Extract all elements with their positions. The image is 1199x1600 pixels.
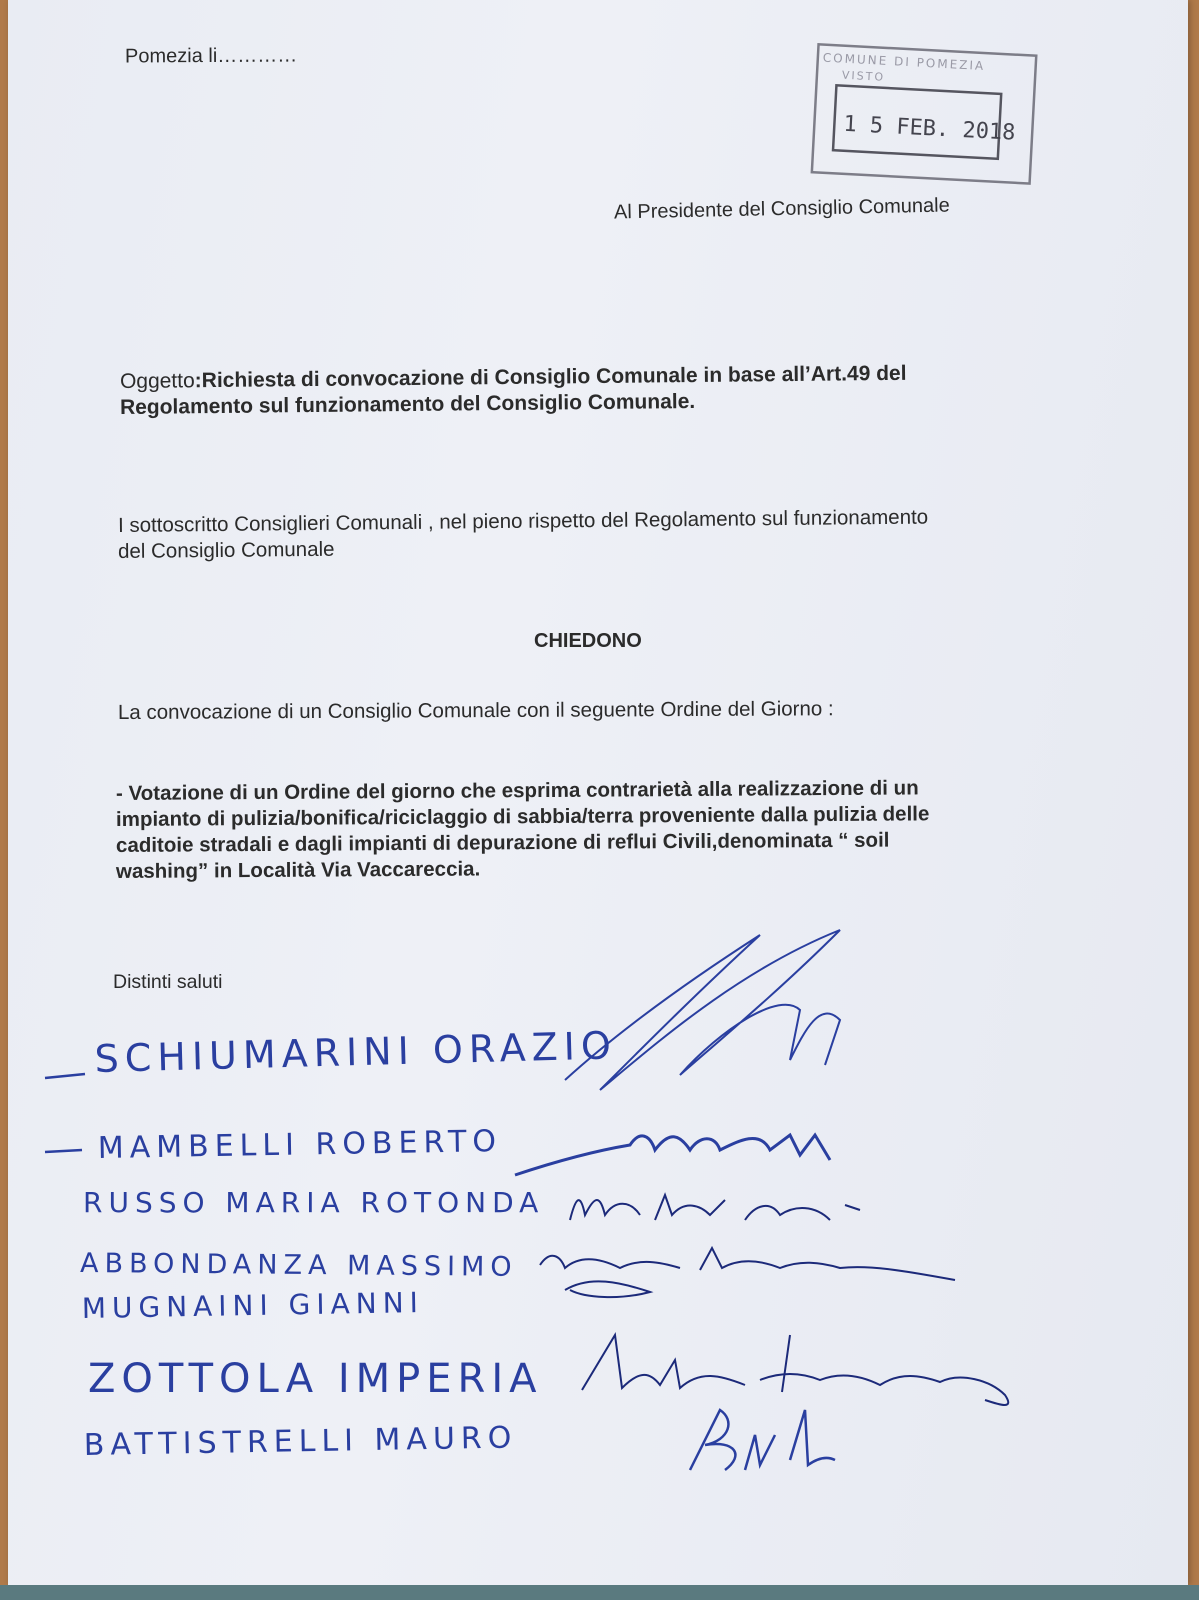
request-heading: CHIEDONO (534, 630, 642, 652)
stamp-visto: VISTO (841, 68, 886, 84)
signatory-name-6: ZOTTOLA IMPERIA (88, 1356, 543, 1402)
agenda-line-2: impianto di pulizia/bonifica/riciclaggio di sabbia/terra proveniente dalla pulizia delle (115, 802, 930, 831)
stamp-date: 1 5 FEB. 2018 (842, 111, 1017, 146)
signatory-name-5: MUGNAINI GIANNI (81, 1286, 425, 1325)
subject-title: :Richiesta di convocazione di Consiglio Comunale in base all’Art.49 del (194, 361, 907, 393)
intro-line-2: del Consiglio Comunale (117, 537, 335, 563)
subject-line-2: Regolamento sul funzionamento del Consiglio Comunale. (119, 389, 696, 419)
stamp-header: COMUNE DI POMEZIA (822, 50, 986, 74)
intro-line-1: I sottoscritto Consiglieri Comunali , nel pieno rispetto del Regolamento sul funzionamento (117, 505, 929, 537)
background-surface (0, 1585, 1199, 1600)
recipient: Al Presidente del Consiglio Comunale (613, 194, 950, 224)
place-date: Pomezia li………… (124, 44, 298, 68)
signatory-name-4: ABBONDANZA MASSIMO (79, 1248, 518, 1283)
closing-greeting: Distinti saluti (113, 971, 223, 993)
subject-label: Oggetto (119, 369, 195, 393)
signatory-name-3: RUSSO MARIA ROTONDA (83, 1186, 545, 1219)
signatory-name-2: MAMBELLI ROBERTO (97, 1123, 503, 1166)
received-stamp (806, 39, 1043, 191)
agenda-line-3: caditoie stradali e dagli impianti di depurazione di reflui Civili,denominata “ soil (115, 828, 890, 857)
convocation-text: La convocazione di un Consiglio Comunale con il seguente Ordine del Giorno : (117, 697, 834, 724)
agenda-line-4: washing” in Località Via Vaccareccia. (115, 857, 481, 883)
signatory-name-1: SCHIUMARINI ORAZIO (94, 1023, 618, 1081)
agenda-line-1: - Votazione di un Ordine del giorno che esprima contrarietà alla realizzazione di un (115, 776, 919, 805)
signatory-name-7: BATTISTRELLI MAURO (83, 1420, 518, 1463)
